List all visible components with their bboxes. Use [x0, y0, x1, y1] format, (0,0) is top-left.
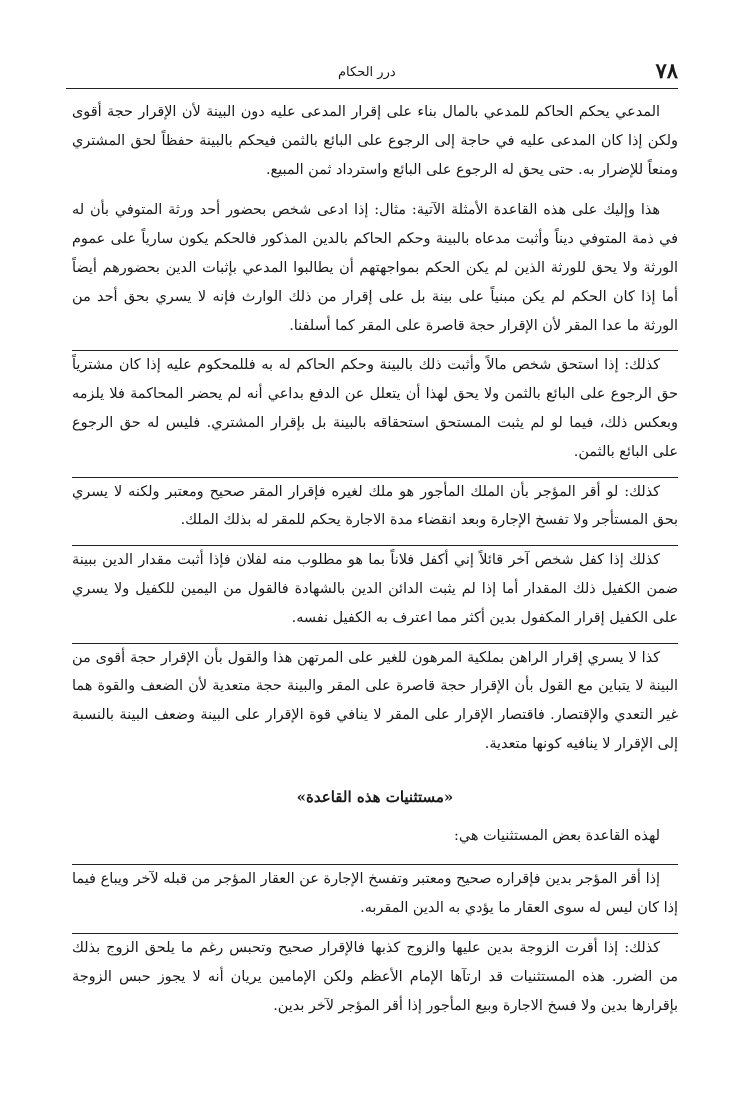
section-intro: لهذه القاعدة بعض المستثنيات هي:	[454, 827, 660, 844]
paragraph: كذلك إذا كفل شخص آخر قائلاً إني أكفل فلاناً بما هو مطلوب منه لفلان فإذا أثبت مقدار الدين ببينة ضمن الكفيل ذلك المقدار أما إذا لم يثبت الدائن الدين بالشهادة فالقول من اليمين للكفيل ولا يسري على الكفيل إقرار المكفول بدين أكثر مما اعترف به الكفيل نفسه.	[72, 552, 678, 626]
page-body	[72, 98, 678, 1020]
paragraph: كذا لا يسري إقرار الراهن بملكية المرهون للغير على المرتهن هذا والقول بأن الإقرار حجة أقوى من البينة لا يتباين مع القول بأن الإقرار حجة قاصرة على المقر والبينة حجة متعدية لأن الضعف والقوة هما غير التعدي والإقتصار. فاقتصار الإقرار على المقر لا ينافي قوة الإقرار على البينة وضعف البينة بالنسبة إلى الإقرار لا ينافيه كونها متعدية.	[72, 649, 678, 752]
page-number: ٧٨	[655, 58, 678, 83]
paragraph: هذا وإليك على هذه القاعدة الأمثلة الآتية: مثال: إذا ادعى شخص بحضور أحد ورثة المتوفي بأن له في ذمة المتوفي ديناً وأثبت مدعاه بالبينة وحكم الحاكم بالدين المذكور فالحكم يكون سارياً على عموم الورثة ولا يحق للورثة الذين لم يكن الحكم بمواجهتهم أن يطالبوا المدعي بإثبات الدين بحضورهم أيضاً أما إذا كان الحكم لم يكن مبنياً على بينة بل على إقرار من ذلك الوارث فإنه لا يسري بحق أحد من الورثة ما عدا المقر لأن الإقرار حجة قاصرة على المقر كما أسلفنا.	[72, 202, 678, 334]
exception-item: كذلك: إذا أقرت الزوجة بدين عليها والزوج كذبها فالإقرار صحيح وتحبس رغم ما يلحق الزوج بذلك من الضرر. هذه المستثنيات قد ارتآها الإمام الأعظم ولكن الإمامين يريان أنه لا يجوز حبس الزوجة بإقرارها بدين ولا فسخ الاجارة وبيع المأجور إذا أقر المؤجر لآخر بدين.	[72, 939, 678, 1014]
exception-item: إذا أقر المؤجر بدين فإقراره صحيح ومعتبر وتفسخ الإجارة عن العقار المؤجر من قبله لآخر ويباع فيما إذا كان ليس له سوى العقار ما يؤدي به الدين المقربه.	[72, 871, 678, 917]
paragraph: كذلك: إذا استحق شخص مالاً وأثبت ذلك بالبينة وحكم الحاكم له به فللمحكوم عليه إذا كان مشترياً حق الرجوع على البائع بالثمن ولا يحق لهذا أن يتعلل عن الدفع بداعي أنه لم يحضر المحاكمة فلا يلزمه وبعكس ذلك، فيما لو لم يثبت المستحق استحقاقه بالبينة بل بإقرار المشتري. فليس له حق الرجوع على البائع بالثمن.	[72, 357, 678, 460]
section-heading: «مستثنيات هذه القاعدة»	[296, 787, 454, 806]
running-title: درر الحكام	[338, 65, 396, 80]
paragraph: المدعي يحكم الحاكم للمدعي بالمال بناء على إقرار المدعى عليه دون البينة لأن الإقرار حجة أقوى ولكن إذا كان المدعى عليه في حاجة إلى الرجوع على البائع بالثمن فيحكم بالبينة حفظاً لحق المشتري ومنعاً للإضرار به. حتى يحق له الرجوع على البائع واسترداد ثمن المبيع.	[72, 104, 678, 178]
page-header	[66, 58, 678, 89]
paragraph: كذلك: لو أقر المؤجر بأن الملك المأجور هو ملك لغيره فإقرار المقر صحيح ومعتبر ولكنه لا يسري بحق المستأجر ولا تفسخ الإجارة وبعد انقضاء مدة الاجارة يحكم للمقر له بذلك الملك.	[72, 483, 678, 529]
